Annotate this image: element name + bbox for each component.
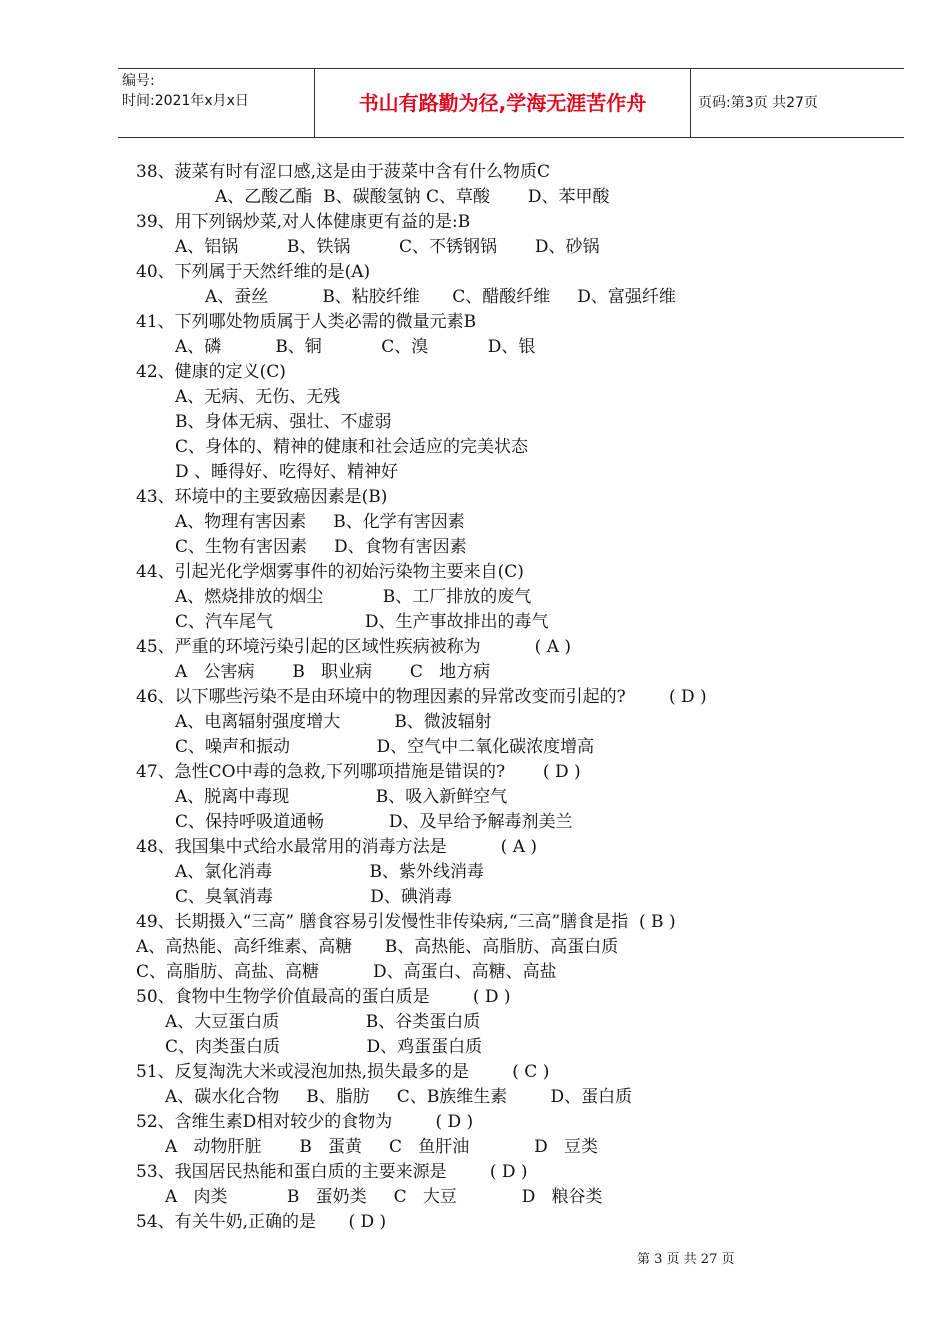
question-43-options-cd: C、生物有害因素 D、食物有害因素 [175, 537, 467, 557]
question-42-option-a: A、无病、无伤、无残 [175, 387, 341, 407]
time-label: 时间:2021年x月x日 [122, 93, 249, 109]
question-41-options: A、磷 B、铜 C、溴 D、银 [175, 337, 536, 357]
question-47-options-cd: C、保持呼吸道通畅 D、及早给予解毒剂美兰 [175, 812, 573, 832]
question-49-options-cd: C、高脂肪、高盐、高糖 D、高蛋白、高糖、高盐 [136, 962, 557, 982]
question-48: 48、我国集中式给水最常用的消毒方法是 ( A ) [136, 837, 538, 857]
question-52-options: A 动物肝脏 B 蛋黄 C 鱼肝油 D 豆类 [165, 1137, 598, 1157]
question-46-options-ab: A、电离辐射强度增大 B、微波辐射 [175, 712, 492, 732]
question-45-options: A 公害病 B 职业病 C 地方病 [175, 662, 491, 682]
question-40-options: A、蚕丝 B、粘胶纤维 C、醋酸纤维 D、富强纤维 [205, 287, 676, 307]
question-51: 51、反复淘洗大米或浸泡加热,损失最多的是 ( C ) [136, 1062, 550, 1082]
question-39: 39、用下列锅炒菜,对人体健康更有益的是:B [136, 212, 471, 232]
question-42-option-c: C、身体的、精神的健康和社会适应的完美状态 [175, 437, 529, 457]
question-49-options-ab: A、高热能、高纤维素、高糖 B、高热能、高脂肪、高蛋白质 [136, 937, 619, 957]
question-42-option-b: B、身体无病、强壮、不虚弱 [175, 412, 392, 432]
question-39-options: A、铝锅 B、铁锅 C、不锈钢锅 D、砂锅 [175, 237, 600, 257]
question-43: 43、环境中的主要致癌因素是(B) [136, 487, 388, 507]
question-46: 46、以下哪些污染不是由环境中的物理因素的异常改变而引起的? ( D ) [136, 687, 707, 707]
question-45: 45、严重的环境污染引起的区域性疾病被称为 ( A ) [136, 637, 572, 657]
question-49: 49、长期摄入“三高” 膳食容易引发慢性非传染病,“三高”膳食是指 ( B ) [136, 912, 676, 932]
page-header [118, 68, 904, 138]
question-42: 42、健康的定义(C) [136, 362, 286, 382]
question-44: 44、引起光化学烟雾事件的初始污染物主要来自(C) [136, 562, 524, 582]
question-48-options-cd: C、臭氧消毒 D、碘消毒 [175, 887, 452, 907]
header-page-number: 页码:第3页 共27页 [698, 95, 818, 111]
question-52: 52、含维生素D相对较少的食物为 ( D ) [136, 1112, 474, 1132]
question-50-options-cd: C、肉类蛋白质 D、鸡蛋蛋白质 [165, 1037, 483, 1057]
header-info-cell [118, 69, 315, 137]
question-38-options: A、乙酸乙酯 B、碳酸氢钠 C、草酸 D、苯甲酸 [215, 187, 610, 207]
question-46-options-cd: C、噪声和振动 D、空气中二氧化碳浓度增高 [175, 737, 595, 757]
page-footer: 第 3 页 共 27 页 [637, 1252, 735, 1267]
question-53-options: A 肉类 B 蛋奶类 C 大豆 D 粮谷类 [165, 1187, 603, 1207]
question-51-options: A、碳水化合物 B、脂肪 C、B族维生素 D、蛋白质 [165, 1087, 633, 1107]
question-48-options-ab: A、氯化消毒 B、紫外线消毒 [175, 862, 485, 882]
question-53: 53、我国居民热能和蛋白质的主要来源是 ( D ) [136, 1162, 528, 1182]
question-50: 50、食物中生物学价值最高的蛋白质是 ( D ) [136, 987, 511, 1007]
question-54: 54、有关牛奶,正确的是 ( D ) [136, 1212, 387, 1232]
question-47-options-ab: A、脱离中毒现 B、吸入新鲜空气 [175, 787, 508, 807]
question-40: 40、下列属于天然纤维的是(A) [136, 262, 371, 282]
question-43-options-ab: A、物理有害因素 B、化学有害因素 [175, 512, 465, 532]
question-44-options-cd: C、汽车尾气 D、生产事故排出的毒气 [175, 612, 549, 632]
code-label: 编号: [122, 73, 155, 89]
question-47: 47、急性CO中毒的急救,下列哪项措施是错误的? ( D ) [136, 762, 581, 782]
question-44-options-ab: A、燃烧排放的烟尘 B、工厂排放的废气 [175, 587, 532, 607]
header-motto: 书山有路勤为径,学海无涯苦作舟 [315, 69, 691, 137]
question-42-option-d: D 、睡得好、吃得好、精神好 [175, 462, 399, 482]
question-38: 38、菠菜有时有涩口感,这是由于菠菜中含有什么物质C [136, 162, 551, 182]
question-41: 41、下列哪处物质属于人类必需的微量元素B [136, 312, 477, 332]
question-50-options-ab: A、大豆蛋白质 B、谷类蛋白质 [165, 1012, 481, 1032]
